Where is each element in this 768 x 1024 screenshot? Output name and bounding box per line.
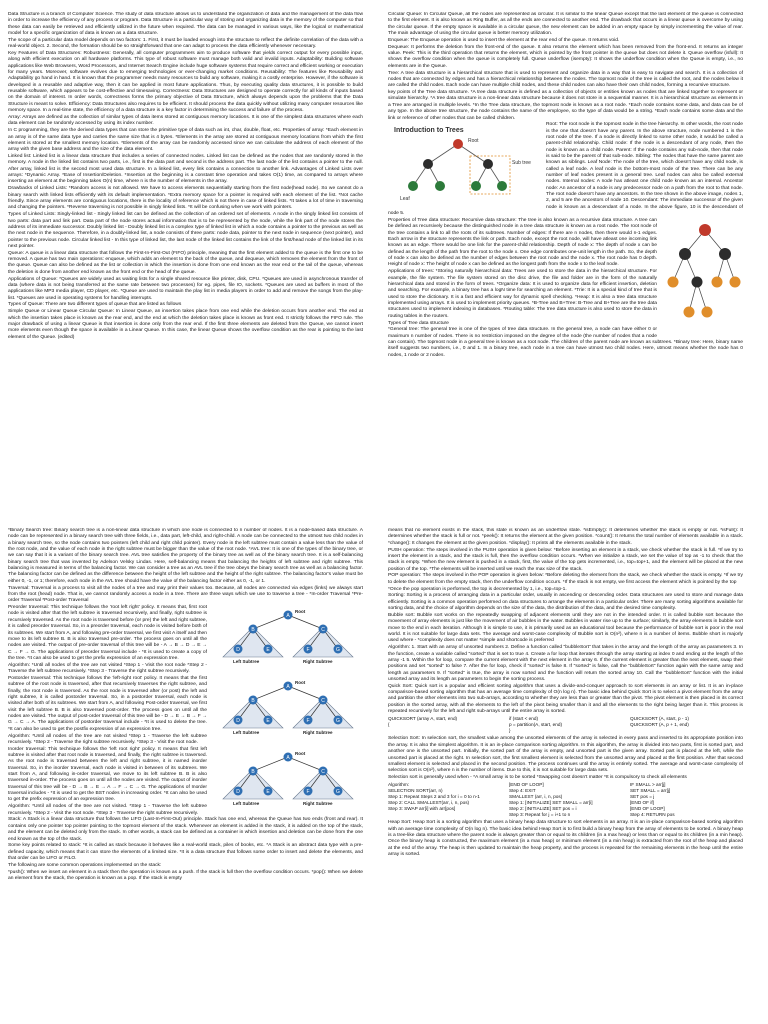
code-line: Step 2: CALL SMALLEST(arr, i, n, pos) [388, 800, 470, 806]
node-label: G [336, 788, 340, 795]
code-line [388, 812, 501, 818]
code-line: [END OF LOOP] [630, 806, 665, 812]
paragraph: Data Structure is a branch of Computer Science. The study of data structure allows us to understand the organization of data and the management of the data flow in order to increase the efficiency of any process or program. Data Structure is a particular way of storing and organizing data in the memory of the computer so that these data can easily be retrieved and efficiently utilized in the future when required. The data can be managed in various ways, like the logical or mathematical model for a specific organization of data is known as a data structure. [8, 12, 363, 37]
code-line: IF SMALL > arr[j] [630, 782, 666, 788]
traversal-figure-preorder [213, 607, 363, 665]
code-line [388, 728, 501, 734]
node-label: D [236, 788, 240, 795]
page1-column-left [8, 12, 363, 482]
paragraph: *push(): When we insert an element in a stack then the operation is known as a push. If the stack is full then the overflow condition occurs. *pop(): When we delete an element from the stack, the operation is known as a pop. If the stack is empty [8, 869, 363, 882]
code-line: Algorithm: [388, 782, 410, 788]
paragraph: Types of Linked Lists: Singly-linked list - Singly linked list can be defined as the collection of an ordered set of elements. A node in the singly linked list consists of two parts: data part and link part. Data part of the node stores actual information that is to be represented by the node, while the link part of the node stores the address of its immediate successor. Doubly linked list - Doubly linked list is a complex type of linked list in which a node contains a pointer to the previous as well as the next node in the sequence. Therefore, in a doubly-linked list, a node consists of three parts: node data, pointer to the next node in sequence (next pointer), and pointer to the previous node. Circular linked list - In this type of linked list, the last node of the linked list contains the link of the first/head node of the linked list in its next pointer. [8, 212, 363, 249]
page2-column-right [388, 528, 743, 1013]
node-label: A [286, 754, 290, 761]
code-line [630, 728, 743, 734]
tree-node [483, 159, 493, 169]
paragraph: Properties of Tree data structure: Recursive data structure: The tree is also known as a recursive data structure. A tree can be defined as recursively because the distinguished node in a tree data structure is known as a root node. The root node of the tree contains a link to all the roots of its subtrees. Number of edges: If there are n nodes, then there would n-1 edges. Each arrow in the structure represents the link or path. Each node, except the root node, will have atleast one incoming link known as an edge. There would be one link for the parent-child relationship. Depth of node x: The depth of node x can be defined as the length of the path from the root to the node x. One edge contributes one-unit length in the path. So, the depth of node x can also be defined as the number of edges between the root node and the node x. The root node has 0 depth. Height of node x: The height of node x can be defined as the longest path from the node x to the leaf node. [388, 218, 657, 268]
node-label: D [236, 647, 240, 654]
code-line: Step 1: Repeat Steps 2 and 3 for i = 0 to n-1 [388, 794, 480, 800]
tree-node-4 [668, 277, 679, 288]
root-caption: Root [295, 609, 306, 615]
right-subtree-caption: Right Subtree [303, 659, 333, 665]
node-label: F [306, 717, 310, 724]
node-label: F [306, 647, 310, 654]
paragraph: Array: Arrays are defined as the collection of similar types of data items stored at contiguous memory locations. It is one of the simplest data structures where each data element can be randomly accessed by using its index number. [8, 115, 363, 127]
paragraph: *Once the pop operation is performed, the top is decremented by 1, i.e., top=top-1. [388, 586, 567, 592]
paragraph: Queue: A queue is a linear data structure that follows the First-In-First-Out (FIFO) principle, meaning that the first element added to the queue is the first one to be removed. A queue has two main operations: enqueue, which adds an element to the back of the queue, and dequeue, which removes the element from the front of the queue. Queue can also be defined as the list or collection in which the insertion is done from one end known as the rear end or the tail of the queue, whereas the deletion is done from another end known as the front end or the head of the queue. [8, 250, 363, 275]
paragraph: Algorithm: *Until all nodes of the tree are not visited *Step 1 - Traverse the left subtree recursively. *Step 2 - Traverse the right subtree recursively. *Step 3 - Visit the root node. [8, 733, 207, 745]
page2-column-left [8, 528, 363, 1013]
node-label: E [266, 717, 270, 724]
paragraph: PUSH operation: The steps involved in the PUSH operation is given below: *Before inserting an element in a stack, we check whether the stack is full. *If we try to insert the element in a stack, and the stack is full, then the overflow condition occurs. *When we initialize a stack, we set the value of top as -1 to check that the stack is empty. *When the new element is pushed in a stack, first, the value of the top gets incremented, i.e., top=top+1, and the element will be placed at the new position of the top. *The elements will be inserted until we reach the max size of the stack. [388, 547, 743, 572]
node-label: B [251, 768, 255, 775]
node-label: A [286, 613, 290, 620]
code-line: Step 3: SWAP arr[i] with arr[pos] [388, 806, 456, 812]
paragraph: Circular Queue: In Circular Queue, all the nodes are represented as circular. It is similar to the linear Queue except that the last element of the queue is connected to the first element. It is also known as Ring Buffer, as all the ends are connected to another end. The drawback that occurs in a linear queue is overcome by using the circular queue. If the empty space is available in a circular queue, the new element can be added in an empty space by simply incrementing the value of rear. The main advantage of using the circular queue is better memory utilization. [388, 12, 743, 37]
leaf-label: Leaf [400, 196, 410, 203]
node-label: B [251, 697, 255, 704]
leaf-node [408, 181, 418, 191]
paragraph: Tree: A tree data structure is a hierarchical structure that is used to represent and organize data in a way that is easy to navigate and search. It is a collection of nodes that are connected by edges and has a hierarchical relationship between the nodes. The topmost node of the tree is called the root, and the nodes below it are called the child nodes. Each node can have multiple child nodes, and these child nodes can also have their own child nodes, forming a recursive structure. [388, 70, 743, 89]
code-line: p = partition(A, start, end) [509, 722, 563, 728]
paragraph: Applications of trees: *Storing naturally hierarchical data: Trees are used to store the data in the hierarchical structure. For example, the file system. The file system stored on the disc drive, the file and folder are in the form of the naturally hierarchical data and stored in the form of trees. *Organize data: It is used to organize data for efficient insertion, deletion and searching. For example, a binary tree has a logN time for searching an element. *Trie: It is a special kind of tree that is used to store the dictionary. It is a fast and efficient way for dynamic spell checking. *Heap: It is also a tree data structure implemented using arrays. It is used to implement priority queues. *B-Tree and B+Tree: B-Tree and B+Tree are the tree data structures used to implement indexing in databases. *Routing table: The tree data structure is also used to store the data in routing tables in the routers. [388, 269, 657, 319]
document-page-1 [0, 0, 768, 486]
code-line: SELECTION SORT(arr, n) [388, 788, 443, 794]
figure-title: Introduction to Trees [394, 127, 464, 135]
tree-node-7 [730, 277, 741, 288]
node-label: G [336, 647, 340, 654]
code-line: [END OF LOOP] [509, 782, 544, 788]
paragraph: Stack: A Stack is a linear data structure that follows the LIFO (Last-In-First-Out) principle. Stack has one end, whereas the Queue has two ends (front and rear). It contains only one pointer top pointer pointing to the topmost element of the stack. Whenever an element is added in the stack, it is added on the top of the stack, and the element can be deleted only from the stack. In other words, a stack can be defined as a container in which insertion and deletion can be done from the one end known as the top of the stack. [8, 817, 363, 842]
tree-node-3 [719, 248, 731, 260]
code-line: SET pos = j [630, 794, 655, 800]
left-subtree-caption: Left Subtree [233, 800, 260, 806]
paragraph: Selection Sort: In selection sort, the smallest value among the unsorted elements of the array is selected in every pass and inserted to its appropriate position into the array. It is also the simplest algorithm. It is an in-place comparison sorting algorithm. In this algorithm, the array is divided into two parts, first is sorted part, and another one is the unsorted part. Initially, the sorted part of the array is empty, and unsorted part is the given array. Sorted part is placed at the left, while the unsorted part is placed at the right. In selection sort, the first smallest element is selected from the unsorted array and placed at the first position. After that second smallest element is selected and placed in the second position. The process continues until the array is entirely sorted. The average and worst-case complexity of selection sort is O(n²), where n is the number of items. Due to this, it is not suitable for large data sets. [388, 736, 743, 774]
paragraph: Algorithm: *Until all nodes of the tree are not visited *Step 1 - Visit the root node *Step 2 - Traverse the left subtree recursively. *Step 3 - Traverse the right subtree recursively. [8, 662, 207, 675]
code-line: Step 2: [INITIALIZE] SET pos = i [509, 806, 577, 812]
paragraph: Drawbacks of Linked Lists: *Random access is not allowed. We have to access elements sequentially starting from the first node(head node). So we cannot do a binary search with linked lists efficiently with its default implementation. *Extra memory space for a pointer is required with each element of the list. *Not cache friendly. Since array elements are contiguous locations, there is the locality of reference which is not there in case of linked lists. *It takes a lot of time in traversing and changing the pointers. *Reverse traversing is not possible in singly linked lists. *It will be confusing when we work with pointers. [8, 186, 363, 211]
code-line: Step 1: [INITIALIZE] SET SMALL = arr[i] [509, 800, 593, 806]
code-line: Step 4: RETURN pos [630, 812, 675, 818]
paragraph: Dequeue: It performs the deletion from the front-end of the queue. It also returns the element which has been removed from the front-end. It returns an integer value. Peek: This is the third operation that returns the element, which is pointed by the front pointer in the queue but does not delete it. Queue overflow (isfull): It shows the overflow condition when the queue is completely full. Queue underflow (isempty): It shows the underflow condition when the Queue is empty, i.e., no elements are in the Queue. [388, 44, 743, 69]
left-subtree-caption: Left Subtree [233, 659, 260, 665]
code-line: QUICKSORT (array A, start, end) [388, 716, 458, 722]
paragraph: Algorithm: 1. Start with an array of unsorted numbers 2. Define a function called "bubbleSort" that takes in the array and the length of the array as parameters 3. In the function, create a variable called "sorted" that is set to true 4. Create a for loop that iterates through the array starting at index 0 and ending at the length of the array -1 5. Within the for loop, compare the current element with the next element in the array 6. If the current element is greater than the next element, swap their positions and set "sorted" to false 7. After the for loop, check if "sorted" is false 8. If "sorted" is false, call the "bubbleSort" function again with the same array and length as parameters 9. If "sorted" is true, the array is now sorted and the function will return the sorted array 10. Call the "bubbleSort" function with the initial unsorted array and its length as parameters to begin the sorting process. [388, 645, 743, 682]
tree-node-9 [702, 307, 713, 318]
page-separator [0, 486, 768, 520]
selection-sort-code-block [388, 782, 743, 818]
left-subtree-caption: Left Subtree [233, 729, 260, 735]
paragraph: Algorithm: *Until all nodes of the tree are not visited. *Step 1 - Traverse the left subtree recursively. *Step 2 - Visit the root node. *Step 3 - Traverse the right subtree recursively. [8, 804, 207, 816]
node-label: D [236, 717, 240, 724]
root-caption: Root [295, 750, 306, 756]
leaf-node [435, 181, 445, 191]
paragraph: In C programming, they are the derived data types that can store the primitive type of data such as int, char, double, float, etc. Properties of array: *Each element in an array is of the same data type and carries the same size that is 4 bytes. *Elements in the array are stored at contiguous memory locations from which the first element is stored at the smallest memory location. *Elements of the array can be randomly accessed since we can calculate the address of each element of the array with the given base address and the size of the data element. [8, 128, 363, 153]
paragraph: Quick Sort: Quick sort is a popular and efficient sorting algorithm that uses a divide-and-conquer approach to sort elements in an array or list. It is an in-place comparison-based sorting algorithm that has an average time complexity of O(n log n). The basic idea behind Quick Sort is to select a pivot element from the array and partition the other elements into two sub-arrays, according to whether they are less than or greater than the pivot. The pivot element is then placed in its correct position in the sorted array, with all the elements to the left of the pivot being smaller than it and all the elements to the right being larger than it. This process is repeated recursively for the left and right sub-arrays until the entire array is sorted. [388, 683, 743, 715]
code-line: QUICKSORT (A, start, p - 1) [630, 716, 689, 722]
tree-node [423, 159, 433, 169]
intro-trees-figure [388, 124, 540, 204]
right-subtree-caption: Right Subtree [303, 729, 333, 735]
paragraph: Types of Tree data structure [388, 320, 449, 326]
tree-node-5 [692, 277, 703, 288]
paragraph: The following are some common operations implemented on the stack: [8, 862, 162, 868]
node-label: A [286, 683, 290, 690]
code-line: [END OF if] [630, 800, 654, 806]
paragraph: means that no element exists in the stack, this state is known as an underflow state. *isEmpty(): It determines whether the stack is empty or not. *isFull(): It determines whether the stack is full or not. *peek(): It returns the element at the given position. *count(): It returns the total number of elements available in a stack. *change(): It changes the element at the given position. *display(): It prints all the elements available in the stack. [388, 528, 743, 546]
node-label: G [336, 717, 340, 724]
paragraph: Types of Queue: There are two different types of queue that are listed as follows [8, 302, 182, 308]
node-label: C [321, 627, 325, 634]
code-line: { [388, 722, 390, 728]
root-caption: Root [295, 679, 306, 685]
paragraph: Preorder traversal: This technique follows the 'root left right' policy. It means that, first root node is visited after that the left subtree is traversed recursively, and finally, right subtree is recursively traversed. As the root node is traversed before (or pre) the left and right subtree, it is called preorder traversal. So, in a preorder traversal, each node is visited before both of its subtrees. We start from A, and following pre-order traversal, we first visit A itself and then move to its left subtree B. B is also traversed pre-order. The process goes on until all the nodes are visited. The output of pre-order traversal of this tree will be - A → B → D → E → C → F → G. The applications of preorder traversal include - *It is used to create a copy of the tree. *It can also be used to get the prefix expression of an expression tree. [8, 605, 207, 661]
subtree-label: Sub tree [512, 160, 531, 167]
tree-node-1 [699, 224, 711, 236]
paragraph: Selection sort is generally used when - *A small array is to be sorted *Swapping cost doesn't matter *It is compulsory to check all elements [388, 775, 687, 781]
leaf-node [471, 181, 481, 191]
traversal-figure-postorder [213, 678, 363, 736]
tree-node-2 [679, 248, 691, 260]
paragraph: Key Features of Data Structures: Robustness: Generally, all computer programmers aim to produce software that yields correct output for every possible input, along with efficient execution on all hardware platforms. This type of robust software must manage both valid and invalid inputs. Adaptability: Building software applications like Web Browsers, Word Processors, and Internet Search Engine include huge software systems that require correct and efficient working or execution for many years. Moreover, software evolves due to emerging technologies or ever-changing market conditions. Reusability: The features like Reusability and Adaptability go hand in hand. It is known that the programmer needs many resources to build any software, making it a costly enterprise. However, if the software is developed in a reusable and adaptive way, then it can be applied in most future applications. Thus, by executing quality data structures, it is possible to build reusable software, which appears to be cost-effective and timesaving. Correctness: Data Structures are designed to operate correctly for all kinds of inputs based on the domain of interest. In order words, correctness forms the primary objective of Data Structure, which always depends upon the problems that the Data Structure is meant to solve. Efficiency: Data Structures also requires to be efficient. It should process the data quickly without utilizing many computer resources like memory space. In a real-time state, the efficiency of a data structure is a key factor in determining the success and failure of the process. [8, 51, 363, 114]
code-line: SET SMALL = arr[j] [630, 788, 671, 794]
paragraph: Some key points related to stack: *It is called as stack because it behaves like a real-world stack, piles of books, etc. *A Stack is an abstract data type with a pre-defined capacity, which means that it can store the elements of a limited size. *It is a data structure that follows some order to insert and delete the elements, and that order can be LIFO or FILO. [8, 843, 363, 862]
code-line: } [509, 728, 511, 734]
code-line: QUICKSORT (A, p + 1, end) [630, 722, 689, 728]
paragraph: key points of the Tree data structure. *A tree data structure is defined as a collection of objects or entities known as nodes that are linked together to represent or simulate hierarchy. *A tree data structure is a non-linear data structure because it does not store in a sequential manner. It is a hierarchical structure as elements in a Tree are arranged in multiple levels. *In the Tree data structure, the topmost node is known as a root node. *Each node contains some data, and data can be of any type. In the above tree structure, the node contains the name of the employee, so the type of data would be a string. *Each node contains some data and the link or reference of other nodes that can be called children. [388, 90, 743, 121]
right-subtree-caption: Right Subtree [303, 800, 333, 806]
paragraph: The scope of a particular data model depends on two factors: 1. First, it must be loaded enough into the structure to reflect the definite correlation of the data with a real-world object. 2. Second, the formation should be so straightforward that one can adapt to process the data efficiently whenever necessary. [8, 37, 363, 50]
paragraph: Linked list: Linked list is a linear data structure that includes a series of connected nodes. Linked list can be defined as the nodes that are randomly stored in the memory. A node in the linked list contains two parts, i.e., first is the data part and second is the address part. The last node of the list contains a pointer to the null. After array, linked list is the second most used data structure. In a linked list, every link contains a connection to another link. Advantages of Linked Lists over arrays: *Dynamic Array. *Ease of Insertion/Deletion. *Insertion at the beginning is a constant time operation and takes O(1) time, as compared to arrays where inserting an element at the beginning takes O(n) time, where n is the number of elements in the array. [8, 154, 363, 185]
paragraph: Applications of Queue: *Queues are widely used as waiting lists for a single shared resource like printer, disk, CPU. *Queues are used in asynchronous transfer of data (where data is not being transferred at the same rate between two processes) for eg. pipes, file IO, sockets. *Queues are used as buffers in most of the applications like MP3 media player, CD player, etc. *Queue are used to maintain the play list in media players in order to add and remove the songs from the play-list. *Queues are used in operating systems for handling interrupts. [8, 276, 363, 301]
tree-node-8 [684, 307, 695, 318]
node-label: C [321, 768, 325, 775]
paragraph: Traversal: Traversal is a process to visit all the nodes of a tree and may print their values too. Because, all nodes are connected via edges (links) we always start from the root (head) node. That is, we cannot randomly access a node in a tree. There are three ways which we use to traverse a tree - *In-order Traversal *Pre-order Traversal *Post-order Traversal [8, 585, 363, 604]
node-label: E [266, 647, 270, 654]
document-page-2 [0, 520, 768, 1024]
paragraph: Postorder traversal: This technique follows the 'left-right root' policy. It means that the first subtree of the root node is traversed, after that recursively traverses the right subtree, and finally, the root node is traversed. As the root node is traversed after (or post) the left and right subtree, it is called postorder traversal. So, in a postorder traversal, each node is visited after both of its subtrees. We start from A, and following Post-order traversal, we first visit the left subtree B. B is also traversed post-order. The process goes on until all the nodes are visited. The output of post-order traversal of this tree will be - D → E → B → F → G → C → A. The applications of postorder traversal include - *It is used to delete the tree. *It can also be used to get the postfix expression of an expression tree. [8, 675, 207, 732]
root-node [453, 139, 463, 149]
paragraph: Sorting: Sorting is a process of arranging data in a particular order, usually in ascending or descending order. Data structures are used to store and manage data efficiently. Sorting is a common operation performed on data structures to arrange the elements in a particular order. There are many sorting algorithms available for sorting data, and the choice of algorithm depends on the size of the data, the distribution of the data, and the desired time complexity. [388, 593, 743, 612]
leaf-node [497, 181, 507, 191]
code-line: if (start < end) [509, 716, 539, 722]
code-line: Step 3: Repeat for j = i+1 to n [509, 812, 571, 818]
paragraph: Heap Sort: Heap Sort is a sorting algorithm that uses a binary heap data structure to sort elements in an array. It is an in-place comparison-based sorting algorithm with an average time complexity of O(n log n). The basic idea behind Heap Sort is to first build a binary heap from the array of elements to be sorted. A binary heap is a tree-like data structure where the parent node is always greater than or equal to its children (in a max heap) or less than or equal to its children (in a min heap). Once the binary heap is constructed, the maximum element (in a max heap) or minimum element (in a min heap) is extracted from the root of the heap and placed at the end of the array. The heap is then updated to maintain the heap property, and the process is repeated for the remaining elements in the heap until the entire array is sorted. [388, 820, 743, 858]
paragraph: *Binary Search tree: Binary search tree is a non-linear data structure in which one node is connected to n number of nodes. It is a node-based data structure. A node can be represented in a binary search tree with three fields, i.e., data part, left-child, and right-child. A node can be connected to the utmost two child nodes in a binary search tree, so the node contains two pointers (left child and right child pointer). Every node in the left subtree must contain a value less than the value of the root node, and the value of each node in the right subtree must be bigger than the value of the root node. *AVL tree: It is one of the types of the binary tree, or we can say that it is a variant of the binary search tree. AVL tree satisfies the property of the binary tree as well as of the binary search tree. It is a self-balancing binary search tree that was invented by Adelson Velsky Lindas. Here, self-balancing means that balancing the heights of left subtree and right subtree. This balancing is measured in terms of the balancing factor. We can consider a tree as an AVL tree if the tree obeys the binary search tree as well as a balancing factor. The balancing factor can be defined as the difference between the height of the left subtree and the height of the right subtree. The balancing factor's value must be either 0, -1, or 1; therefore, each node in the AVL tree should have the value of the balancing factor either as 0, -1, or 1. [8, 528, 363, 584]
paragraph: Simple Queue or Linear Queue Circular Queue: In Linear Queue, an insertion takes place from one end while the deletion occurs from another end. The end at which the insertion takes place is known as the rear end, and the end at which the deletion takes place is known as front end. It strictly follows the FIFO rule. The major drawback of using a linear Queue is that insertion is done only from the rear end. If the first three elements are deleted from the Queue, we cannot insert more elements even though the space is available in a Linear Queue. In this case, the linear Queue shows the overflow condition as the rear is pointing to the last element of the Queue. (edited) [8, 309, 363, 340]
paragraph: *General tree: The general tree is one of the types of tree data structure. In the general tree, a node can have either 0 or maximum n number of nodes. There is no restriction imposed on the degree of the node (the number of nodes that a node can contain). The topmost node in a general tree is known as a root node. The children of the parent node are known as subtrees. *Binary tree: Here, binary name itself suggests two numbers, i.e., 0 and 1. In a binary tree, each node in a tree can have utmost two child nodes. Here, utmost means whether the node has 0 nodes, 1 node or 2 nodes. [388, 327, 743, 358]
paragraph: Root: The root node is the topmost node in the tree hierarchy. In other words, the root node is the one that doesn't have any parent. In the above structure, node numbered 1 is the root node of the tree. If a node is directly linked to some other node, it would be called a parent-child relationship. Child node: If the node is a descendant of any node, then the node is known as a child node. Parent: If the node contains any sub-node, then that node is said to be the parent of that sub-node. Sibling: The nodes that have the same parent are known as siblings. Leaf Node: The node of the tree, which doesn't have any child node, is called a leaf node. A leaf node is the bottom-most node of the tree. There can be any number of leaf nodes present in a general tree. Leaf nodes can also be called external nodes. Internal nodes: A node has atleast one child node known as an internal. Ancestor node: An ancestor of a node is any predecessor node on a path from the root to that node. The root node doesn't have any ancestors. In the tree shown in the above image, nodes 1, 2, and 5 are the ancestors of node 10. Descendant: The immediate successor of the given node is known as a descendant of a node. In the above figure, 10 is the descendant of node 5. [388, 122, 743, 217]
paragraph: POP operation: The steps involved in the POP operation is given below: *Before deleting the element from the stack, we check whether the stack is empty. *If we try to delete the element from the empty stack, then the underflow condition occurs. *If the stack is not empty, we first access the element which is pointed by the top [388, 573, 743, 585]
root-label: Root [468, 138, 479, 145]
tree-numbered-figure [663, 220, 743, 335]
code-line: SMALLEST (arr, i, n, pos) [509, 794, 563, 800]
node-label: B [251, 627, 255, 634]
paragraph: Bubble sort: Bubble sort works on the repeatedly swapping of adjacent elements until they are not in the intended order. It is called bubble sort because the movement of array elements is just like the movement of air bubbles in the water. Bubbles in water rise up to the surface; similarly, the array elements in bubble sort move to the end in each iteration. Although it is simple to use, it is primarily used as an educational tool because the performance of bubble sort is poor in the real world. It is not suitable for large data sets. The average and worst-case complexity of Bubble sort is O(n²), where n is a number of items. Bubble short is majorly used where - *complexity does not matter *simple and shortcode is preferred [388, 612, 743, 644]
code-line: Step 4: EXIT [509, 788, 536, 794]
paragraph: Inorder traversal: This technique follows the 'left root right' policy. It means that first left subtree is visited after that root node is traversed, and finally, the right subtree is traversed. As the root node is traversed between the left and right subtree, it is named inorder traversal. So, in the inorder traversal, each node is visited in between of its subtrees. We start from A, and following in-order traversal, we move to its left subtree B. B is also traversed in-order. The process goes on until all the nodes are visited. The output of inorder traversal of this tree will be - D → B → E → A → F → C → G. The applications of Inorder traversal includes - *It is used to get the BST nodes in increasing order. *It can also be used to get the prefix expression of an expression tree. [8, 746, 207, 803]
node-label: F [306, 788, 310, 795]
node-label: E [266, 788, 270, 795]
page1-column-right [388, 12, 743, 482]
paragraph: Enqueue: The Enqueue operation is used to insert the element at the rear end of the queue. It returns void. [388, 37, 620, 43]
tree-node-6 [712, 277, 723, 288]
node-label: C [321, 697, 325, 704]
quicksort-code-block [388, 716, 743, 734]
traversal-figure-inorder [213, 749, 363, 807]
